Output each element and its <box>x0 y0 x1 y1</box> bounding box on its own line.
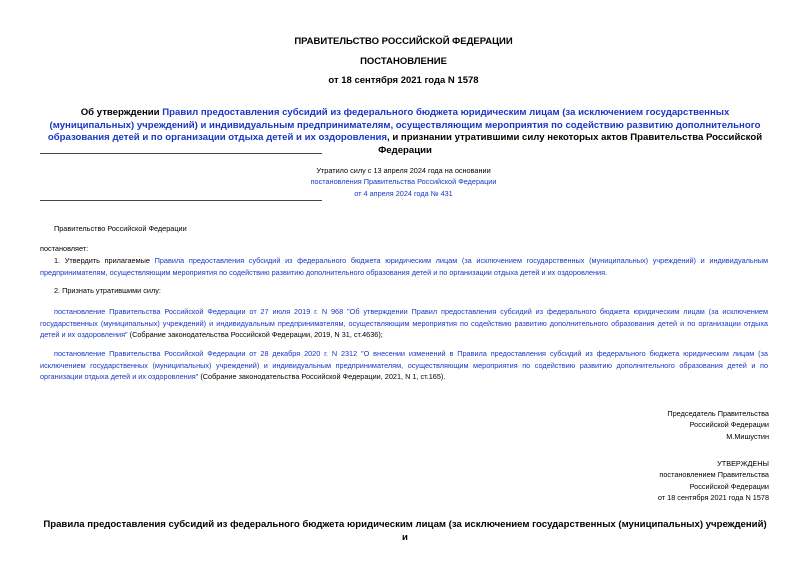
gov-text: Правительство Российской Федерации <box>54 224 187 233</box>
title-rules-link[interactable]: Правил предоставления субсидий из федерального бюджета юридическим лицам (за исключением государственных (муниципальных) учреждений) и индивидуальным предпринимателям, осуществляющим мероприятия по содействию развитию дополнительного образования детей и по организации отдыха детей и их оздоровления <box>47 107 761 143</box>
rules-title: Правила предоставления субсидий из федерального бюджета юридическим лицам (за исключением государственных (муниципальных) учреждений) и <box>43 519 767 543</box>
title-suffix: , и признании утратившими силу некоторых актов Правительства Российской Федерации <box>378 132 763 156</box>
signature-line1: Председатель Правительства <box>667 409 769 418</box>
item-1-rules-link[interactable]: Правила предоставления субсидий из федерального бюджета юридическим лицам (за исключением государственных (муниципальных) учреждений) и индивидуальным предпринимателям, осуществляющим мероприятия по содействию развитию дополнительного образования детей и по организации отдыха детей и их оздоровления. <box>40 256 768 277</box>
approval-line1: УТВЕРЖДЕНЫ <box>717 459 769 468</box>
signature-name: М.Мишустин <box>726 431 769 441</box>
repealed-act-2 <box>40 348 768 383</box>
item-2: 2. Признать утратившими силу: <box>54 286 161 295</box>
repeal-note-line1: Утратило силу с 13 апреля 2024 года на основании <box>316 166 491 175</box>
document-title <box>40 107 770 157</box>
resolves-text: постановляет: <box>40 244 89 253</box>
repeal-note-link-date[interactable]: от 4 апреля 2024 года № 431 <box>354 188 453 198</box>
approval-line3: Российской Федерации <box>689 481 769 491</box>
repeal-note-link[interactable]: постановления Правительства Российской Федерации <box>310 177 497 187</box>
approval-line2: постановлением Правительства <box>659 470 769 480</box>
doc-type-heading: ПОСТАНОВЛЕНИЕ <box>360 56 447 67</box>
signature-line2: Российской Федерации <box>689 420 769 430</box>
repealed-act-1-link[interactable]: постановление Правительства Российской Федерации от 27 июля 2019 г. N 968 "Об утверждении Правил предоставления субсидий из федерального бюджета юридическим лицам (за исключением государственных (муниципальных) учреждений) и индивидуальным предпринимателям, осуществляющим мероприятия по содействию развитию дополнительного образования детей и по организации отдыха детей и их оздоровления" <box>40 307 768 339</box>
date-number-heading: от 18 сентября 2021 года N 1578 <box>328 75 479 86</box>
approval-block <box>658 458 769 504</box>
approval-line4: от 18 сентября 2021 года N 1578 <box>657 493 769 503</box>
divider-bottom <box>40 200 322 201</box>
repealed-act-1 <box>40 306 768 341</box>
repealed-act-2-link[interactable]: постановление Правительства Российской Федерации от 28 декабря 2020 г. N 2312 "О внесении изменений в Правила предоставления субсидий из федерального бюджета юридическим лицам (за исключением государственных (муниципальных) учреждений) и индивидуальным предпринимателям, осуществляющим мероприятия по содействию развитию дополнительного образования детей и по организации отдыха детей и их оздоровления" <box>40 349 768 381</box>
item-1-prefix: 1. Утвердить прилагаемые <box>54 256 155 265</box>
repeal-note <box>300 165 507 199</box>
repealed-act-2-source: (Собрание законодательства Российской Федерации, 2021, N 1, ст.165). <box>198 372 446 381</box>
signature-block <box>667 408 769 442</box>
item-1 <box>40 255 768 278</box>
org-heading: ПРАВИТЕЛЬСТВО РОССИЙСКОЙ ФЕДЕРАЦИИ <box>294 36 513 47</box>
divider-top <box>40 153 322 154</box>
title-prefix: Об утверждении <box>80 107 163 118</box>
repealed-act-1-source: (Собрание законодательства Российской Федерации, 2019, N 31, ст.4636); <box>127 330 383 339</box>
